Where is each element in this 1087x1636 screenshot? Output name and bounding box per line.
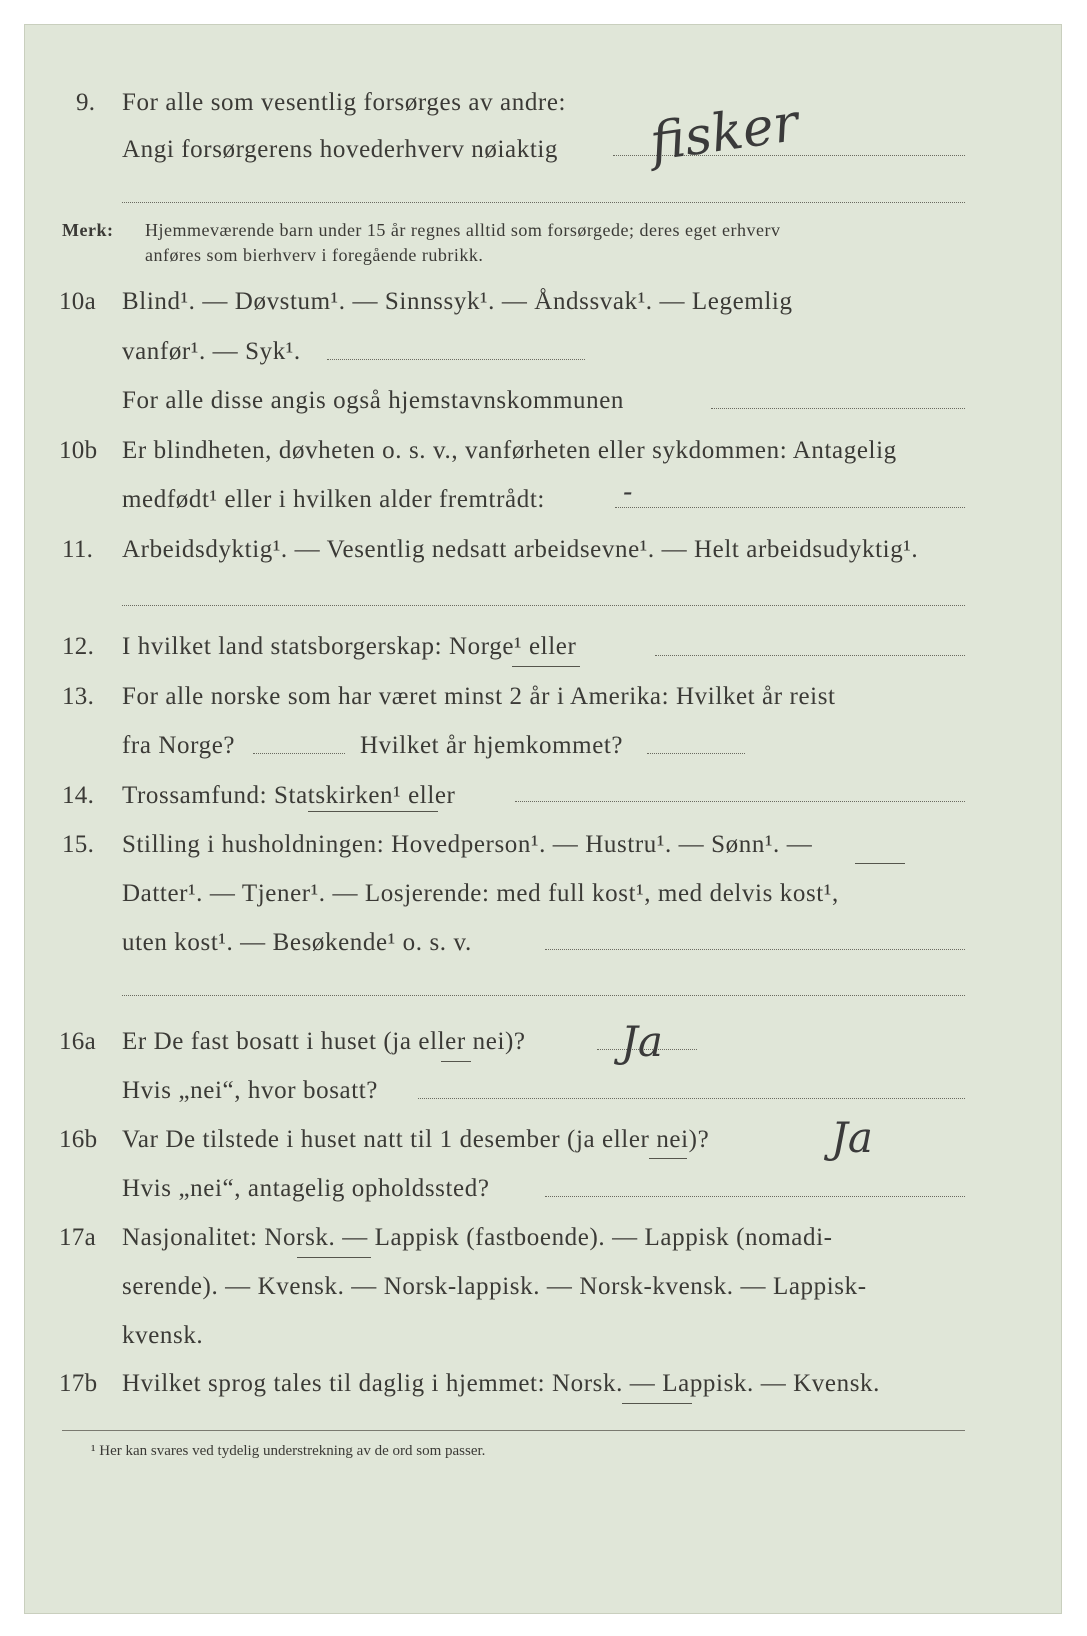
q16b-opholdssted-line (545, 1196, 965, 1197)
q12-number: 12. (62, 633, 95, 660)
q11-number: 11. (62, 536, 94, 563)
q16b-handwritten-answer: Ja (831, 1113, 873, 1162)
q16b-line2: Hvis „nei“, antagelig opholdssted? (122, 1175, 490, 1202)
q17a-underline-norsk (297, 1257, 371, 1258)
q12-answer-line (655, 655, 965, 656)
q17a-line1: Nasjonalitet: Norsk. — Lappisk (fastboende). — Lappisk (nomadi- (122, 1224, 833, 1251)
q10a-line2: vanfør¹. — Syk¹. (122, 338, 301, 365)
q10b-answer-line (615, 507, 965, 508)
q17b-line1: Hvilket sprog tales til daglig i hjemmet: Norsk. — Lappisk. — Kvensk. (122, 1370, 880, 1397)
merk-label: Merk: (62, 220, 114, 240)
merk-line1: Hjemmeværende barn under 15 år regnes alltid som forsørgede; deres eget erhverv (145, 220, 781, 240)
q15-line1: Stilling i husholdningen: Hovedperson¹. — Hustru¹. — Sønn¹. — (122, 831, 813, 858)
q12-underline-norge (512, 666, 580, 667)
merk-line2: anføres som bierhverv i foregående rubrikk. (145, 245, 484, 265)
q9-handwritten-answer: fisker (646, 92, 802, 174)
q9-question-line1: For alle som vesentlig forsørges av andre: (122, 89, 567, 116)
q13-number: 13. (62, 683, 95, 710)
q16a-underline-ja (441, 1061, 471, 1062)
q9-question-line2: Angi forsørgerens hovederhverv nøiaktig (122, 136, 559, 163)
q16b-underline-ja (649, 1158, 687, 1159)
q16b-line1: Var De tilstede i huset natt til 1 desember (ja eller nei)? (122, 1126, 710, 1153)
q15-number: 15. (62, 831, 95, 858)
q9-extra-line (122, 202, 965, 203)
q17b-number: 17b (59, 1370, 98, 1397)
q9-number: 9. (76, 89, 96, 116)
q14-number: 14. (62, 782, 95, 809)
q14-line1: Trossamfund: Statskirken¹ eller (122, 782, 456, 809)
q10a-hjemstavn-line (711, 408, 965, 409)
q15-underline-sonn (855, 863, 905, 864)
q16b-number: 16b (59, 1126, 98, 1153)
q17a-number: 17a (59, 1224, 96, 1251)
footnote-divider (62, 1430, 965, 1431)
q17a-line2: serende). — Kvensk. — Norsk-lappisk. — Norsk-kvensk. — Lappisk- (122, 1273, 867, 1300)
q13-reist-line (253, 753, 345, 754)
q10a-number: 10a (59, 288, 96, 315)
census-form-page (24, 24, 1062, 1614)
q13-line2-part1: fra Norge? (122, 732, 236, 759)
q17b-underline-norsk (622, 1403, 692, 1404)
q16a-bosatt-line (418, 1098, 965, 1099)
q10a-line1: Blind¹. — Døvstum¹. — Sinnssyk¹. — Åndssvak¹. — Legemlig (122, 288, 793, 315)
q10a-syk-line (327, 359, 585, 360)
q13-hjemkommet-line (647, 753, 745, 754)
q14-underline-statskirken (308, 811, 438, 812)
q13-line2-part2: Hvilket år hjemkommet? (360, 732, 624, 759)
q15-line3: uten kost¹. — Besøkende¹ o. s. v. (122, 929, 472, 956)
q10b-line2: medfødt¹ eller i hvilken alder fremtrådt: (122, 486, 545, 513)
q15-answer-line (545, 949, 965, 950)
q10a-line3: For alle disse angis også hjemstavnskommunen (122, 387, 625, 414)
q16a-line1: Er De fast bosatt i huset (ja eller nei)? (122, 1028, 526, 1055)
q16a-number: 16a (59, 1028, 96, 1055)
q15-line2: Datter¹. — Tjener¹. — Losjerende: med full kost¹, med delvis kost¹, (122, 880, 839, 907)
q16a-line2: Hvis „nei“, hvor bosatt? (122, 1077, 379, 1104)
q12-line1: I hvilket land statsborgerskap: Norge¹ eller (122, 633, 577, 660)
q10b-line1: Er blindheten, døvheten o. s. v., vanførheten eller sykdommen: Antagelig (122, 437, 897, 464)
q17a-line3: kvensk. (122, 1322, 204, 1349)
q11-answer-line (122, 605, 965, 606)
q10b-number: 10b (59, 437, 98, 464)
q16a-handwritten-answer: Ja (621, 1017, 663, 1066)
q15-extra-line (122, 995, 965, 996)
q14-answer-line (515, 801, 965, 802)
q11-line1: Arbeidsdyktig¹. — Vesentlig nedsatt arbeidsevne¹. — Helt arbeidsudyktig¹. (122, 536, 919, 563)
q10b-handwritten-answer: - (623, 475, 633, 508)
footnote: ¹ Her kan svares ved tydelig understrekning av de ord som passer. (91, 1443, 486, 1459)
q13-line1: For alle norske som har været minst 2 år i Amerika: Hvilket år reist (122, 683, 836, 710)
